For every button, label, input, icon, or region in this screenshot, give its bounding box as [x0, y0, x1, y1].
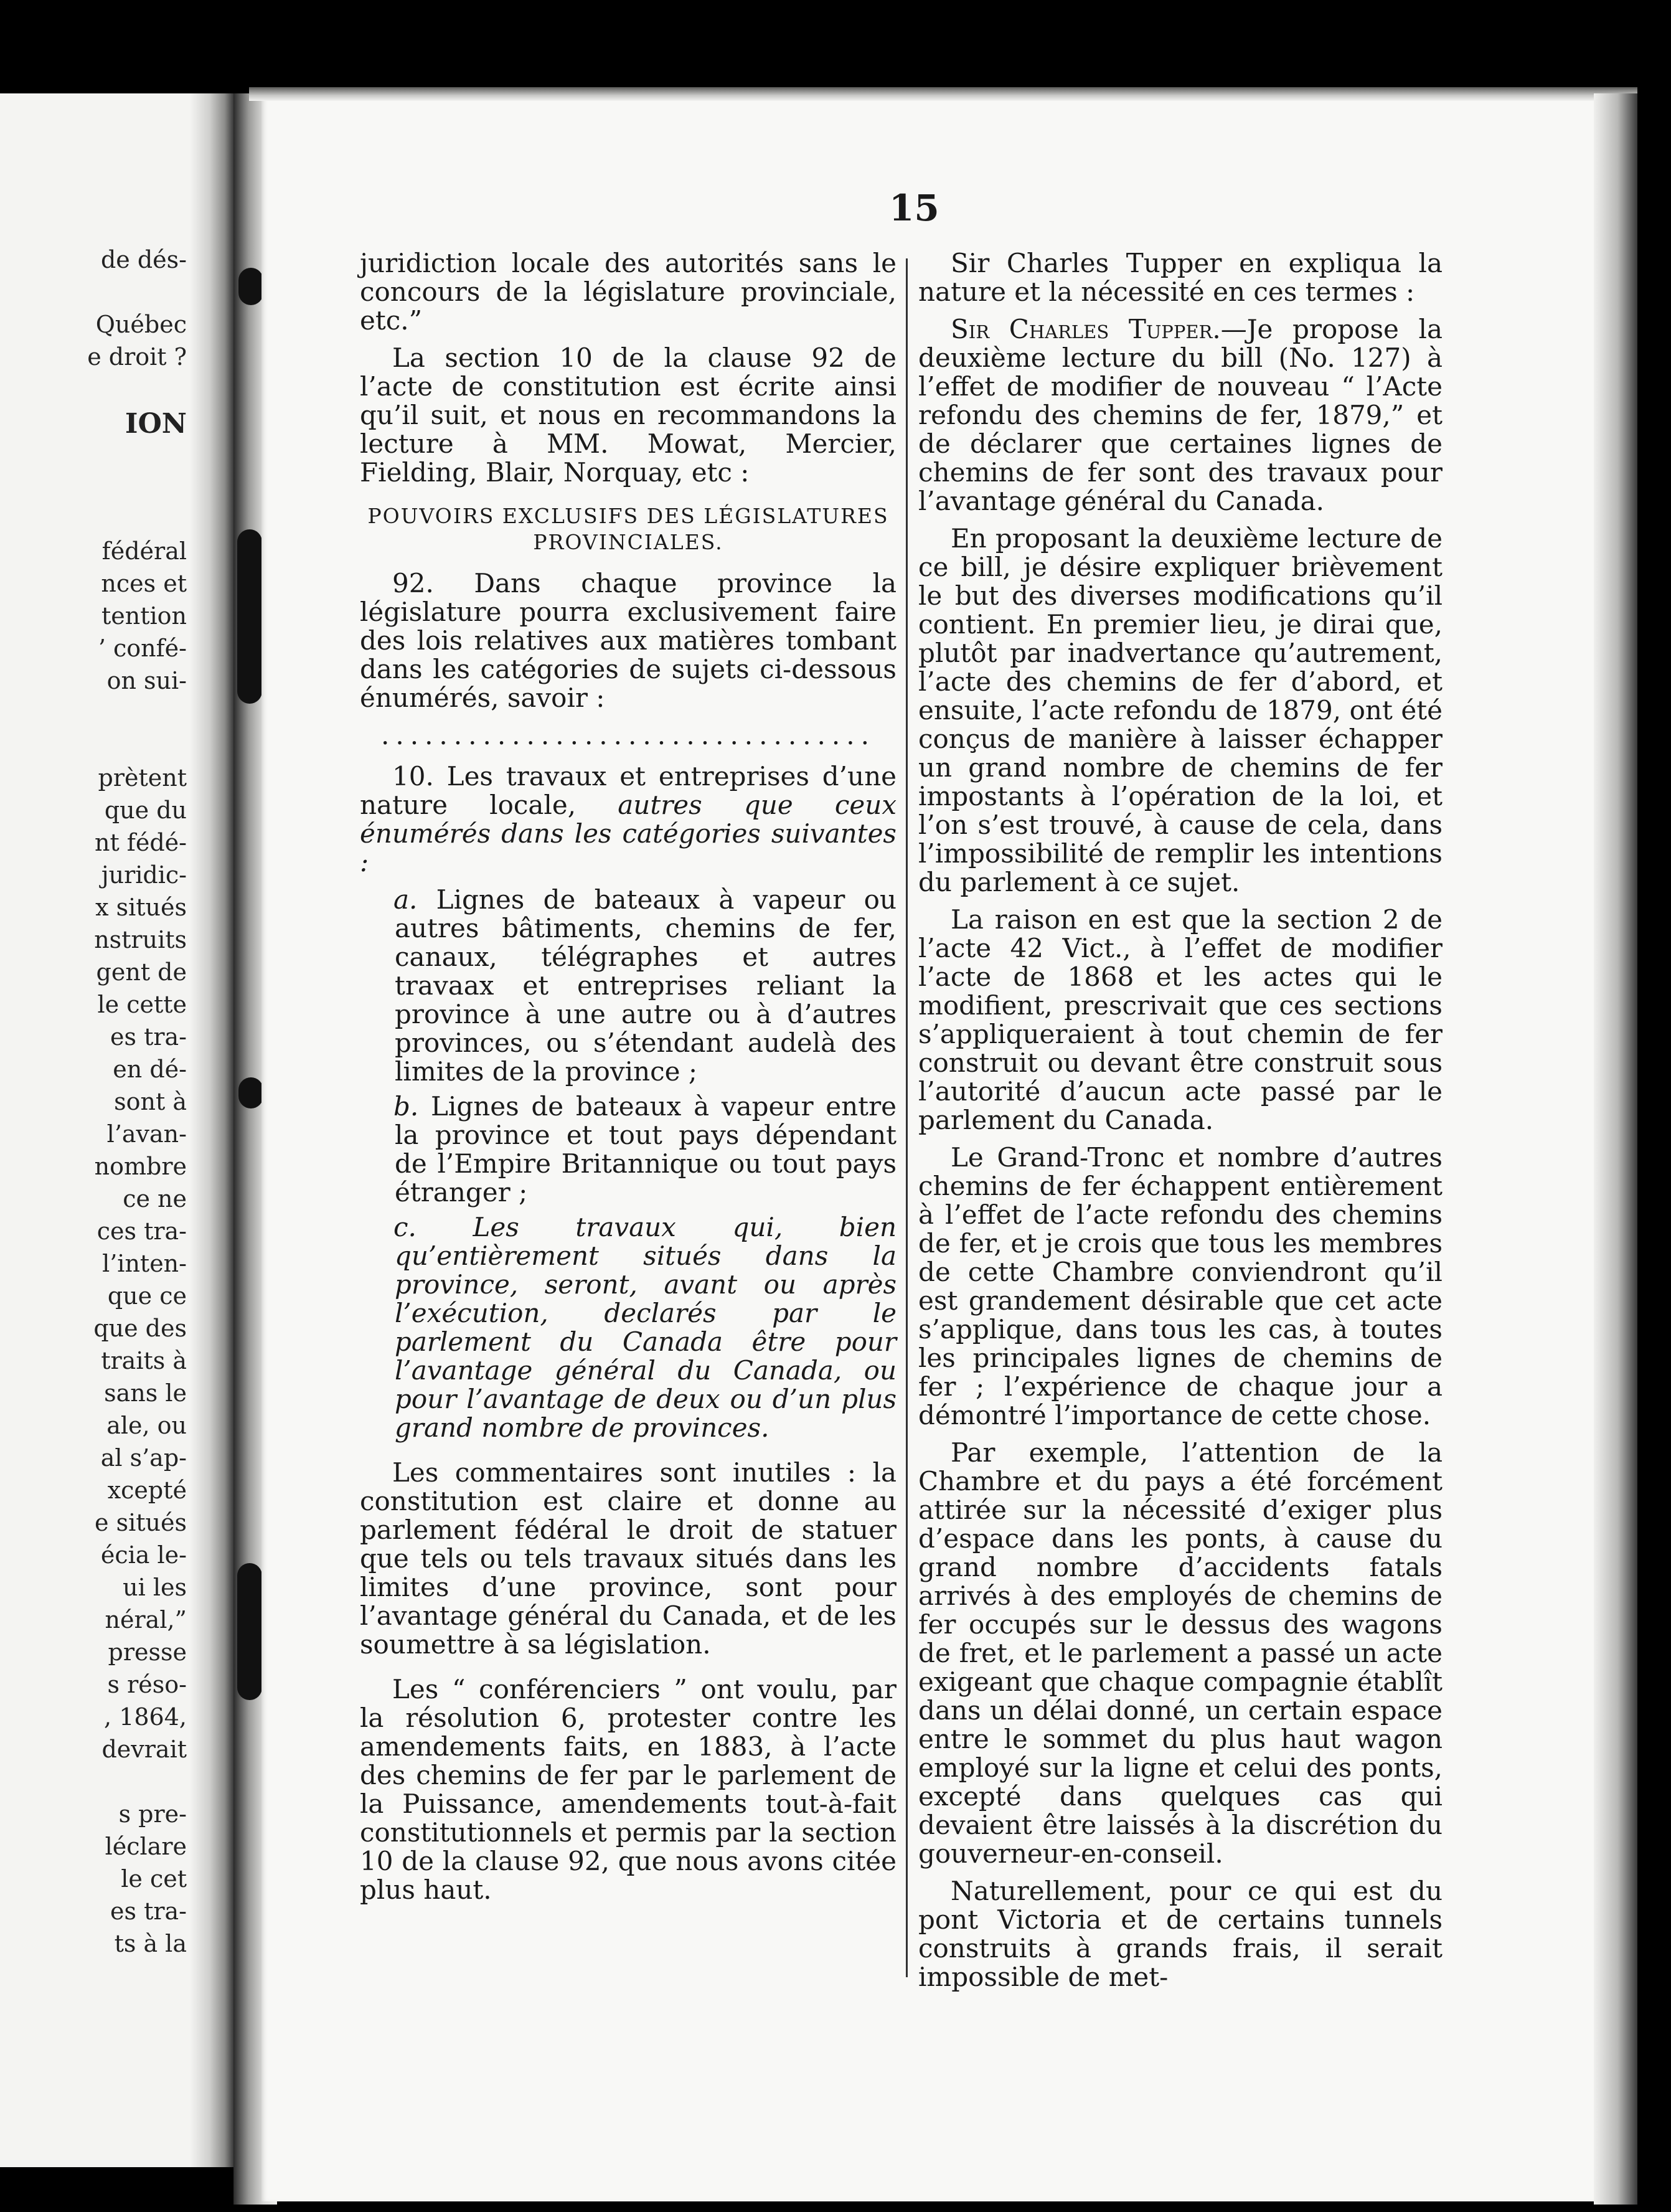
previous-page-line: Québec	[95, 311, 187, 338]
previous-page-line: sont à	[114, 1088, 187, 1115]
paragraph: En proposant la deuxième lecture de ce bill, je désire expliquer brièvement le but des diverses modifications qu’il contient. En premier lieu, je dirai que, plutôt par inadvertance qu’autrement, l’acte des chemins de fer d’abord, et ensuite, l’acte refondu de 1879, ont été conçus de manière à laisser échapper un grand nombre de chemins de fer impostants à l’opération de la loi, et l’on s’est trouvé, à cause de cela, dans l’impossibilité de remplir les intentions du parlement à ce sujet.	[918, 523, 1443, 897]
previous-page-line: ui les	[123, 1574, 187, 1601]
italic-text: autres que ceux énumérés dans les catégories suivantes :	[360, 790, 897, 877]
previous-page-line: le cette	[97, 991, 187, 1018]
previous-page-line: que des	[93, 1315, 187, 1342]
list-item	[360, 1092, 897, 1207]
previous-page-line: , 1864,	[104, 1703, 187, 1731]
speaker-name: Sir Charles Tupper.	[951, 314, 1221, 344]
paragraph: La section 10 de la clause 92 de l’acte de constitution est écrite ainsi qu’il suit, et nous en recommandons la lecture à MM. Mowat, Mercier, Fielding, Blair, Norquay, etc :	[360, 343, 897, 488]
paragraph: Le Grand-Tronc et nombre d’autres chemins de fer échappent entièrement à l’effet de l’acte refondu des chemins de fer, et je crois que tous les membres de cette Chambre conviendront qu’il est grandement désirable que cet acte s’applique, dans tous les cas, à toutes les principales lignes de chemins de fer ; l’expérience de chaque jour a démontré l’importance de cette chose.	[918, 1142, 1443, 1430]
previous-page-line: es tra-	[110, 1898, 187, 1925]
previous-page-line: xcepté	[107, 1477, 187, 1504]
list-item-marker: a.	[393, 884, 418, 915]
previous-page-line: al s’ap-	[100, 1444, 187, 1472]
paragraph	[360, 762, 897, 877]
right-text-column	[918, 249, 1443, 2000]
previous-page-line: nt fédé-	[94, 829, 187, 856]
previous-page-line: s réso-	[107, 1671, 187, 1698]
previous-page-line: sans le	[104, 1379, 187, 1407]
previous-page-line: traits à	[101, 1347, 187, 1374]
previous-page-line: e droit ?	[87, 343, 187, 371]
previous-page-line: x situés	[95, 894, 187, 921]
previous-page-line: gent de	[96, 958, 187, 986]
list-item	[360, 886, 897, 1086]
paragraph: 92. Dans chaque province la législature pourra exclusivement faire des lois relatives aux matières tombant dans les catégories de sujets ci-dessous énumérés, savoir :	[360, 568, 897, 713]
list-item-text: Lignes de bateaux à vapeur entre la province et tout pays dépendant de l’Empire Britannique ou tout pays étranger ;	[395, 1091, 897, 1208]
previous-page-line: s pre-	[118, 1800, 187, 1828]
previous-page-line: prètent	[98, 764, 187, 792]
previous-page-line: l’avan-	[106, 1120, 187, 1148]
previous-page-line: écia le-	[100, 1541, 187, 1569]
previous-page-line: ale, ou	[106, 1412, 187, 1439]
paragraph: Naturellement, pour ce qui est du pont Victoria et de certains tunnels construits à grands frais, il serait impossible de met-	[918, 1876, 1443, 1992]
previous-page-line: ts à la	[114, 1930, 187, 1957]
left-page-gutter-shadow	[190, 93, 233, 2167]
paragraph: Par exemple, l’attention de la Chambre et du pays a été forcément attirée sur la nécessité d’exiger plus d’espace dans les ponts, à cause du grand nombre d’accidents fatals arrivés à des employés de chemins de fer occupés sur le dessus des wagons de fret, et le parlement a passé un acte exigeant que chaque compagnie établît dans un délai donné, un certain espace entre le sommet du plus haut wagon employé sur la ligne et celui des ponts, excepté dans quelques cas qui devaient être laissés à la discrétion du gouverneur-en-conseil.	[918, 1437, 1443, 1869]
previous-page-line: es tra-	[110, 1023, 187, 1051]
previous-page-line: ce ne	[123, 1185, 187, 1212]
binding-thread-mark	[238, 1077, 263, 1108]
paragraph	[918, 315, 1443, 516]
paragraph-text: 10. Les travaux et entreprises d’une nature locale,	[360, 761, 897, 820]
previous-page-line: de dés-	[100, 246, 187, 273]
previous-page-line: tention	[101, 602, 187, 630]
previous-page-line: presse	[108, 1638, 187, 1666]
paragraph: Les commentaires sont inutiles : la constitution est claire et donne au parlement fédéral le droit de statuer que tels ou tels travaux situés dans les limites d’une province, sont pour l’avantage général du Canada, et de les soumettre à sa législation.	[360, 1457, 897, 1660]
previous-page-line: nces et	[101, 570, 187, 597]
page-top-edge	[249, 87, 1637, 101]
binding-thread-mark	[238, 268, 263, 305]
list-item-text: Les travaux qui, bien qu’entièrement situés dans la province, seront, avant ou après l’exécution, declarés par le parlement du Canada être pour l’avantage général du Canada, ou pour l’avantage de deux ou d’un plus grand nombre de provinces.	[395, 1212, 897, 1443]
previous-page-line: nombre	[94, 1153, 187, 1180]
section-heading: POUVOIRS EXCLUSIFS DES LÉGISLATURES PROVINCIALES.	[367, 504, 889, 554]
column-divider	[906, 258, 908, 1977]
ellipsis-divider: ..................................	[381, 721, 875, 750]
previous-page-fragment	[0, 93, 233, 2167]
page-number: 15	[889, 187, 939, 229]
list-item	[360, 1213, 897, 1442]
previous-page-line: juridic-	[101, 861, 187, 889]
previous-page-line: nstruits	[94, 926, 187, 953]
previous-page-line: en dé-	[113, 1056, 187, 1083]
previous-page-line: fédéral	[101, 537, 187, 565]
paragraph: juridiction locale des autorités sans le concours de la législature provinciale, etc.”	[360, 248, 897, 336]
paragraph: Les “ conférenciers ” ont voulu, par la résolution 6, protester contre les amendements faits, en 1883, à l’acte des chemins de fer par le parlement de la Puissance, amendements tout-à-fait constitutionnels et permis par la section 10 de la clause 92, que nous avons citée plus haut.	[360, 1674, 897, 1905]
binding-thread-mark	[237, 529, 262, 704]
paragraph-text: —Je propose la deuxième lecture du bill (No. 127) à l’effet de modifier de nouveau “ l’Acte refondu des chemins de fer, 1879,” et de déclarer que certaines lignes de chemins de fer sont des travaux pour l’avantage général du Canada.	[918, 314, 1443, 516]
page-right-edge-shadow	[1594, 93, 1637, 2205]
previous-page-line: devrait	[101, 1736, 187, 1763]
list-item-text: Lignes de bateaux à vapeur ou autres bâtiments, chemins de fer, canaux, télégraphes et autres travaax et entreprises reliant la province à une autre ou à d’autres provinces, ou s’étendant audelà des limites de la province ;	[395, 884, 897, 1087]
paragraph: La raison en est que la section 2 de l’acte 42 Vict., à l’effet de modifier l’acte de 1868 et les actes qui le modifient, prescrivait que ces sections s’appliqueraient à tout chemin de fer construit ou devant être construit sous l’autorité d’aucun acte passé par le parlement du Canada.	[918, 904, 1443, 1135]
previous-page-line: léclare	[105, 1833, 187, 1860]
list-item-marker: b.	[393, 1091, 419, 1122]
previous-page-line: e situés	[95, 1509, 187, 1536]
list-item-marker: c.	[393, 1212, 417, 1242]
binding-thread-mark	[237, 1563, 262, 1700]
previous-page-line: que ce	[107, 1282, 187, 1310]
previous-page-line: néral,”	[105, 1606, 187, 1633]
previous-page-line: que du	[104, 796, 187, 824]
previous-page-line: le cet	[121, 1865, 187, 1893]
previous-page-line: ’ confé-	[98, 635, 187, 662]
previous-page-line: on sui-	[106, 667, 187, 694]
previous-page-line: ION	[125, 408, 187, 440]
previous-page-line: ces tra-	[96, 1217, 187, 1245]
previous-page-line: l’inten-	[102, 1250, 187, 1277]
left-text-column	[360, 249, 897, 1913]
paragraph: Sir Charles Tupper en expliqua la nature et la nécessité en ces termes :	[918, 248, 1443, 307]
